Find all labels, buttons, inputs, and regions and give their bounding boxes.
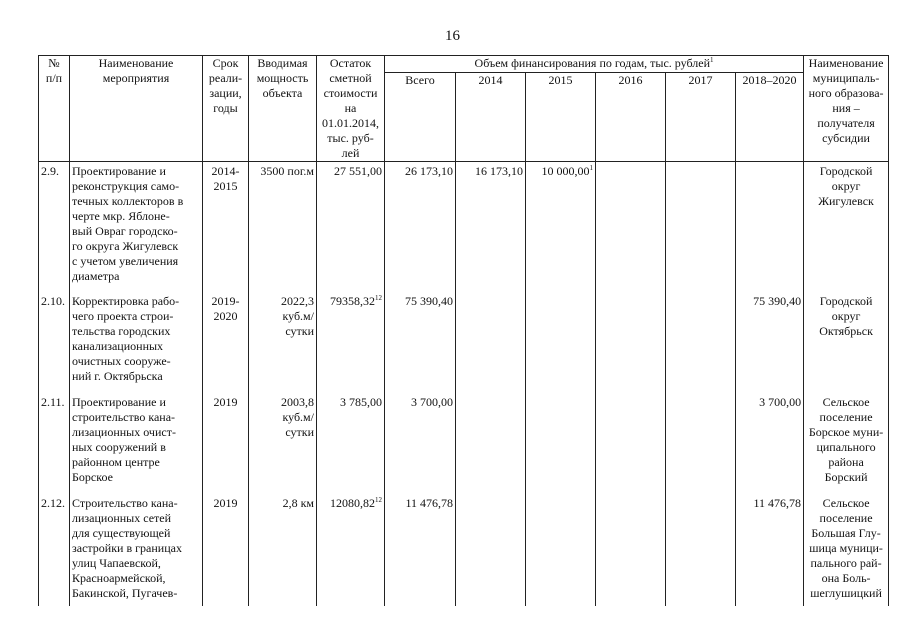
row-2016 [596, 162, 666, 292]
row-name: Корректировка рабо- чего проекта строи- тельства городских канализационных очистных сооруже- ний г. Октябрьска [70, 292, 203, 393]
row-term: 2014- 2015 [203, 162, 249, 292]
row-recipient: Городской округ Жигулевск [804, 162, 889, 292]
row-2016 [596, 292, 666, 393]
row-remainder [317, 162, 385, 292]
row-capacity: 2022,3 куб.м/ сутки [249, 292, 317, 393]
row-remainder [317, 393, 385, 494]
row-2017 [666, 292, 736, 393]
row-total: 26 173,10 [385, 162, 456, 292]
header-row-1 [39, 56, 889, 73]
row-2018-2020 [736, 162, 804, 292]
page-number: 16 [445, 28, 460, 44]
row-capacity: 2003,8 куб.м/ сутки [249, 393, 317, 494]
header-remainder: Остаток сметной стоимости на 01.01.2014, тыс. руб- лей [317, 56, 385, 162]
row-num: 2.11. [39, 393, 70, 494]
table-row [39, 494, 889, 606]
row-remainder-value: 12080,82 [330, 495, 375, 510]
row-num: 2.9. [39, 162, 70, 292]
row-total: 75 390,40 [385, 292, 456, 393]
row-2017 [666, 162, 736, 292]
row-capacity: 2,8 км [249, 494, 317, 606]
header-2018-2020: 2018–2020 [736, 73, 804, 162]
financing-table [38, 55, 889, 606]
row-remainder-footnote: 12 [375, 293, 382, 302]
row-2018-2020: 75 390,40 [736, 292, 804, 393]
row-capacity: 3500 пог.м [249, 162, 317, 292]
header-financing-footnote: 1 [710, 56, 714, 64]
row-2015 [526, 393, 596, 494]
row-2015-value: 10 000,00 [541, 164, 590, 178]
row-2015 [526, 292, 596, 393]
row-2017 [666, 393, 736, 494]
row-num: 2.10. [39, 292, 70, 393]
row-remainder-footnote: 12 [375, 495, 382, 504]
row-2017 [666, 494, 736, 606]
row-remainder [317, 292, 385, 393]
row-2016 [596, 393, 666, 494]
header-financing-group-text: Объем финансирования по годам, тыс. рублей [474, 56, 711, 70]
row-remainder-value: 3 785,00 [340, 394, 382, 409]
row-2014 [456, 393, 526, 494]
row-name: Строительство кана- лизационных сетей для существующей застройки в границах улиц Чапаевской, Красноармейской, Бакинской, Пугачев- [70, 494, 203, 606]
row-2016 [596, 494, 666, 606]
row-2018-2020: 3 700,00 [736, 393, 804, 494]
row-term: 2019- 2020 [203, 292, 249, 393]
row-num: 2.12. [39, 494, 70, 606]
row-2014 [456, 494, 526, 606]
row-recipient: Сельское поселение Борское муни- ципального района Борский [804, 393, 889, 494]
row-2015 [526, 162, 596, 292]
row-2015-footnote: 1 [589, 164, 593, 172]
row-2015 [526, 494, 596, 606]
header-2016: 2016 [596, 73, 666, 162]
row-2014: 16 173,10 [456, 162, 526, 292]
row-2014 [456, 292, 526, 393]
header-financing-group [385, 56, 804, 73]
row-2018-2020: 11 476,78 [736, 494, 804, 606]
header-capacity: Вводимая мощность объекта [249, 56, 317, 162]
table-row [39, 393, 889, 494]
header-name: Наименование мероприятия [70, 56, 203, 162]
header-num: № п/п [39, 56, 70, 162]
header-2015: 2015 [526, 73, 596, 162]
header-2014: 2014 [456, 73, 526, 162]
row-name: Проектирование и строительство кана- лизационных очист- ных сооружений в районном центре Борское [70, 393, 203, 494]
row-name: Проектирование и реконструкция само- течных коллекторов в черте мкр. Яблоне- вый Овраг городско- го округа Жигулевск с учетом увеличения диаметра [70, 162, 203, 292]
row-recipient: Сельское поселение Большая Глу- шица муници- пального рай- она Боль- шеглушицкий [804, 494, 889, 606]
header-term: Срок реали- зации, годы [203, 56, 249, 162]
row-remainder-value: 27 551,00 [334, 164, 382, 178]
row-total: 11 476,78 [385, 494, 456, 606]
row-total: 3 700,00 [385, 393, 456, 494]
header-2017: 2017 [666, 73, 736, 162]
row-remainder [317, 494, 385, 606]
row-term: 2019 [203, 393, 249, 494]
header-total: Всего [385, 73, 456, 162]
header-recipient: Наименование муниципаль- ного образова- ния – получателя субсидии [804, 56, 889, 162]
row-term: 2019 [203, 494, 249, 606]
row-recipient: Городской округ Октябрьск [804, 292, 889, 393]
table-row [39, 162, 889, 292]
row-remainder-value: 79358,32 [330, 293, 375, 308]
table-row [39, 292, 889, 393]
